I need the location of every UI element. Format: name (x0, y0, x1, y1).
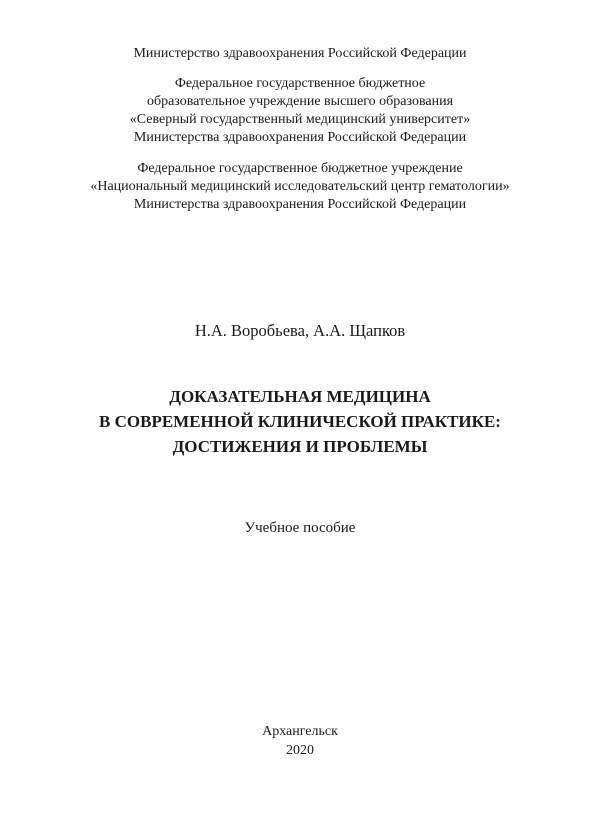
imprint (0, 722, 600, 760)
imprint-year: 2020 (286, 743, 314, 758)
title-line-3: ДОСТИЖЕНИЯ И ПРОБЛЕМЫ (172, 437, 428, 456)
title-line-1: ДОКАЗАТЕЛЬНАЯ МЕДИЦИНА (169, 387, 431, 406)
ministry-line: Министерство здравоохранения Российской Федерации (133, 46, 467, 61)
imprint-city: Архангельск (262, 724, 338, 739)
university-header (0, 75, 600, 147)
university-line-4: Министерства здравоохранения Российской Федерации (133, 130, 467, 145)
authors-line: Н.А. Воробьева, А.А. Щапков (194, 321, 406, 340)
center-line-1: Федеральное государственное бюджетное учреждение (137, 161, 463, 176)
center-line-2: «Национальный медицинский исследовательский центр гематологии» (90, 179, 510, 194)
center-header (0, 160, 600, 214)
university-line-3: «Северный государственный медицинский университет» (129, 112, 471, 127)
university-line-1: Федеральное государственное бюджетное (174, 76, 426, 91)
title-line-2: В СОВРЕМЕННОЙ КЛИНИЧЕСКОЙ ПРАКТИКЕ: (99, 412, 501, 431)
book-subtitle (0, 519, 600, 538)
book-title (0, 384, 600, 459)
center-line-3: Министерства здравоохранения Российской Федерации (133, 197, 467, 212)
ministry-header (0, 45, 600, 63)
authors (0, 321, 600, 341)
subtitle-line: Учебное пособие (244, 520, 356, 536)
university-line-2: образовательное учреждение высшего образования (146, 94, 454, 109)
